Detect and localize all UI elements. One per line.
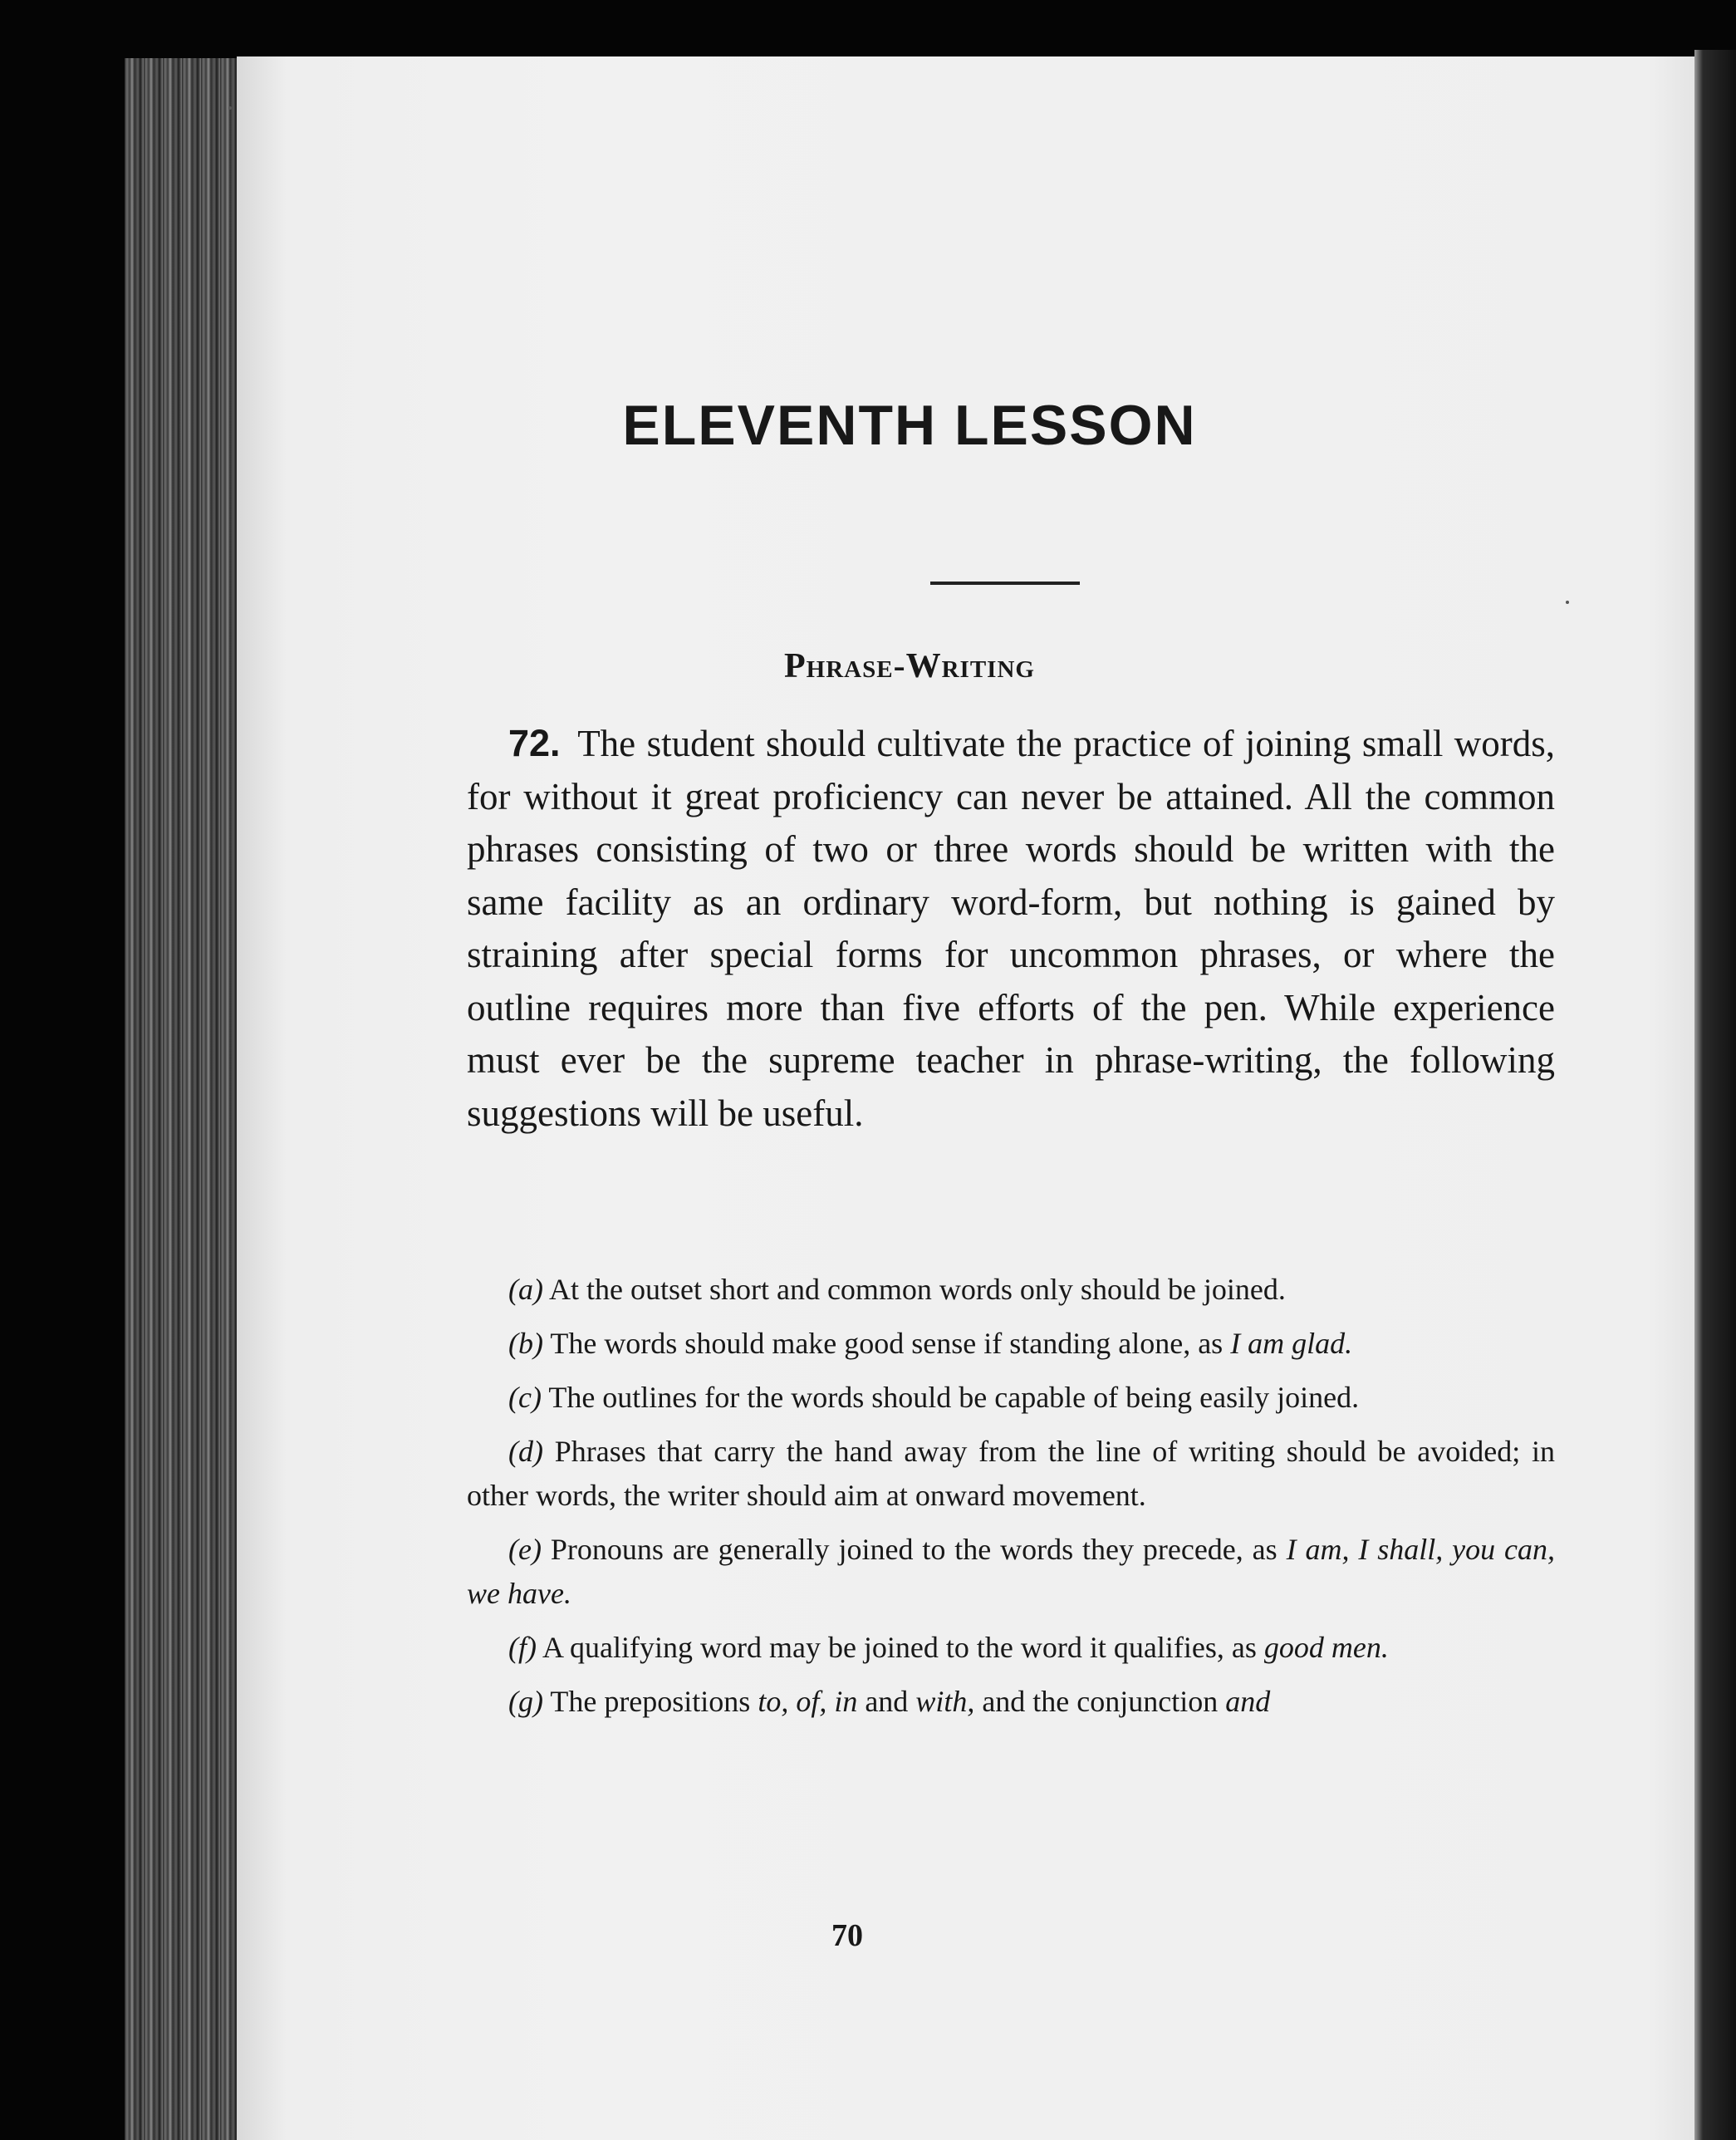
paragraph-72: [467, 717, 1555, 1140]
item-example: and: [1225, 1685, 1271, 1718]
item-letter: (b): [508, 1327, 543, 1360]
speck: [1566, 601, 1569, 604]
page: [237, 56, 1694, 2140]
item-text: and: [865, 1685, 909, 1718]
item-example: I am, I shall, you can, we have.: [467, 1533, 1556, 1610]
book-spine-edge: [125, 58, 237, 2140]
suggestion-item-g: [467, 1680, 1555, 1724]
item-text: Pronouns are generally joined to the words they precede, as: [550, 1533, 1277, 1566]
item-letter: (g): [508, 1685, 543, 1718]
item-text: The outlines for the words should be capable of being easily joined.: [548, 1381, 1360, 1414]
item-text: At the outset short and common words only should be joined.: [549, 1273, 1286, 1306]
suggestion-list: [467, 1268, 1555, 1734]
suggestion-item-b: [467, 1322, 1555, 1366]
section-subtitle: Phrase-Writing: [784, 647, 1035, 685]
book-right-edge: [1694, 50, 1736, 2140]
suggestion-item-e: [467, 1528, 1555, 1616]
item-text: The prepositions: [550, 1685, 751, 1718]
item-text: Phrases that carry the hand away from the line of writing should be avoided; in other words, the writer should aim at onward movement.: [467, 1435, 1555, 1512]
item-text: The words should make good sense if standing alone, as: [550, 1327, 1224, 1360]
speck: [228, 106, 232, 110]
item-letter: (c): [508, 1381, 542, 1414]
item-example: good men.: [1263, 1631, 1389, 1664]
item-example: with,: [915, 1685, 975, 1718]
page-number: 70: [831, 1918, 863, 1953]
suggestion-item-c: [467, 1376, 1555, 1420]
item-text: A qualifying word may be joined to the word it qualifies, as: [542, 1631, 1257, 1664]
item-example: I am glad.: [1230, 1327, 1353, 1360]
suggestion-item-a: [467, 1268, 1555, 1312]
paragraph-number: 72.: [508, 722, 561, 764]
item-letter: (e): [508, 1533, 542, 1566]
item-example: to, of, in: [758, 1685, 858, 1718]
title-rule: [930, 582, 1080, 585]
lesson-title: ELEVENTH LESSON: [622, 394, 1197, 457]
item-text: and the conjunction: [982, 1685, 1219, 1718]
suggestion-item-f: [467, 1626, 1555, 1670]
item-letter: (a): [508, 1273, 543, 1306]
suggestion-item-d: [467, 1430, 1555, 1518]
item-letter: (d): [508, 1435, 543, 1468]
paragraph-text: The student should cultivate the practice of joining small words, for without it great proficiency can never be attained. All the common phrases consisting of two or three words should be written with the same facility as an ordinary word-form, but nothing is gained by straining after special forms for uncommon phrases, or where the outline requires more than five efforts of the pen. While experience must ever be the supreme teacher in phrase-writing, the following suggestions will be useful.: [467, 723, 1556, 1134]
item-letter: (f): [508, 1631, 537, 1664]
